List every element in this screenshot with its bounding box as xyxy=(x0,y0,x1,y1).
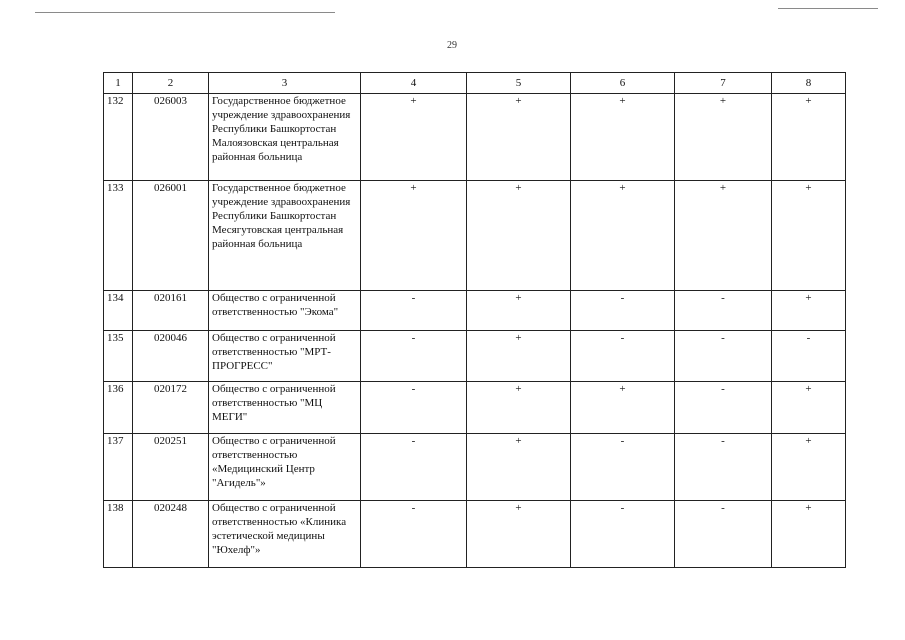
flag-cell: + xyxy=(571,181,675,291)
flag-cell: + xyxy=(467,382,571,434)
column-header: 7 xyxy=(675,73,772,94)
table-row xyxy=(104,501,846,568)
organization-name: Общество с ограниченной ответственностью "Экома" xyxy=(209,291,361,331)
row-number: 132 xyxy=(104,94,133,181)
flag-cell: + xyxy=(467,94,571,181)
flag-cell: + xyxy=(467,501,571,568)
table-row xyxy=(104,331,846,382)
flag-cell: - xyxy=(675,331,772,382)
row-number: 135 xyxy=(104,331,133,382)
row-number: 137 xyxy=(104,434,133,501)
flag-cell: - xyxy=(361,501,467,568)
flag-cell: + xyxy=(361,94,467,181)
flag-cell: - xyxy=(675,382,772,434)
organization-name: Государственное бюджетное учреждение здравоохранения Республики Башкортостан Месягутовская центральная районная больница xyxy=(209,181,361,291)
column-header: 1 xyxy=(104,73,133,94)
column-header: 4 xyxy=(361,73,467,94)
organization-name: Государственное бюджетное учреждение здравоохранения Республики Башкортостан Малоязовская центральная районная больница xyxy=(209,94,361,181)
flag-cell: - xyxy=(571,331,675,382)
flag-cell: + xyxy=(772,382,846,434)
registry-code: 020248 xyxy=(133,501,209,568)
header-row xyxy=(104,73,846,94)
scan-line-left xyxy=(35,12,335,13)
flag-cell: + xyxy=(772,501,846,568)
table-row xyxy=(104,181,846,291)
flag-cell: + xyxy=(772,434,846,501)
row-number: 138 xyxy=(104,501,133,568)
flag-cell: + xyxy=(772,181,846,291)
registry-code: 020172 xyxy=(133,382,209,434)
flag-cell: - xyxy=(675,434,772,501)
flag-cell: - xyxy=(675,501,772,568)
flag-cell: + xyxy=(772,291,846,331)
row-number: 136 xyxy=(104,382,133,434)
registry-table xyxy=(103,72,846,568)
flag-cell: + xyxy=(675,94,772,181)
flag-cell: + xyxy=(467,291,571,331)
flag-cell: + xyxy=(467,181,571,291)
flag-cell: + xyxy=(467,331,571,382)
flag-cell: + xyxy=(772,94,846,181)
flag-cell: - xyxy=(571,501,675,568)
flag-cell: - xyxy=(571,434,675,501)
flag-cell: - xyxy=(772,331,846,382)
column-header: 8 xyxy=(772,73,846,94)
organization-name: Общество с ограниченной ответственностью «Медицинский Центр "Агидель"» xyxy=(209,434,361,501)
row-number: 134 xyxy=(104,291,133,331)
registry-code: 020046 xyxy=(133,331,209,382)
scan-line-right xyxy=(778,8,878,9)
column-header: 2 xyxy=(133,73,209,94)
flag-cell: - xyxy=(361,434,467,501)
column-header: 3 xyxy=(209,73,361,94)
organization-name: Общество с ограниченной ответственностью «Клиника эстетической медицины "Юхелф"» xyxy=(209,501,361,568)
flag-cell: + xyxy=(361,181,467,291)
flag-cell: - xyxy=(361,331,467,382)
flag-cell: + xyxy=(675,181,772,291)
column-header: 5 xyxy=(467,73,571,94)
flag-cell: + xyxy=(467,434,571,501)
column-header: 6 xyxy=(571,73,675,94)
organization-name: Общество с ограниченной ответственностью "МРТ-ПРОГРЕСС" xyxy=(209,331,361,382)
table-row xyxy=(104,94,846,181)
flag-cell: - xyxy=(361,291,467,331)
registry-code: 020251 xyxy=(133,434,209,501)
flag-cell: + xyxy=(571,94,675,181)
table-row xyxy=(104,434,846,501)
registry-code: 026003 xyxy=(133,94,209,181)
registry-code: 026001 xyxy=(133,181,209,291)
flag-cell: - xyxy=(675,291,772,331)
row-number: 133 xyxy=(104,181,133,291)
page-number: 29 xyxy=(447,40,457,51)
table-row xyxy=(104,382,846,434)
organization-name: Общество с ограниченной ответственностью "МЦ МЕГИ" xyxy=(209,382,361,434)
flag-cell: - xyxy=(571,291,675,331)
registry-code: 020161 xyxy=(133,291,209,331)
flag-cell: - xyxy=(361,382,467,434)
flag-cell: + xyxy=(571,382,675,434)
table-row xyxy=(104,291,846,331)
